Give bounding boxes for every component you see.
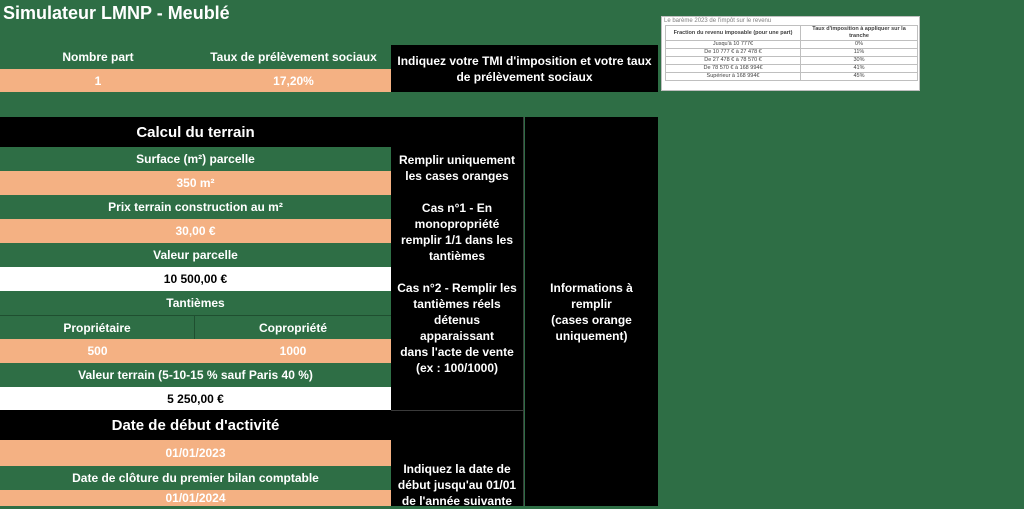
terrain-instructions <box>391 117 524 410</box>
taux-input[interactable]: 17,20% <box>196 69 391 92</box>
table-cell: Supérieur à 168 994€ <box>666 73 801 81</box>
note-line: Cas n°2 - Remplir les <box>397 280 517 295</box>
note-line: tantièmes <box>428 248 486 263</box>
table-cell: 30% <box>801 57 918 65</box>
note-line: les cases oranges <box>405 168 509 183</box>
copropriete-label: Copropriété <box>195 315 391 339</box>
note-line: début jusqu'au 01/01 <box>397 478 517 492</box>
bareme-caption: Le barème 2023 de l'impôt sur le revenu <box>664 18 772 24</box>
valeur-parcelle-value: 10 500,00 € <box>0 267 391 291</box>
valeur-parcelle-label: Valeur parcelle <box>0 243 391 267</box>
surface-input[interactable]: 350 m² <box>0 171 391 195</box>
terrain-heading: Calcul du terrain <box>0 117 391 147</box>
tantiemes-label: Tantièmes <box>0 291 391 315</box>
note-line: (cases orange <box>551 312 632 327</box>
table-row <box>666 49 918 57</box>
table-cell: Jusqu'à 10 777€ <box>666 41 801 49</box>
note-line: de l'année suivante <box>401 494 513 508</box>
table-header-row <box>666 26 918 41</box>
tmi-instruction-line: de prélèvement sociaux <box>456 69 593 84</box>
table-cell: De 27 478 € à 78 570 € <box>666 57 801 65</box>
valeur-terrain-label: Valeur terrain (5-10-15 % sauf Paris 40 %) <box>0 363 391 387</box>
note-line: uniquement) <box>555 328 628 343</box>
prix-terrain-label: Prix terrain construction au m² <box>0 195 391 219</box>
note-line: tantièmes réels <box>413 296 501 311</box>
activite-heading: Date de début d'activité <box>0 410 391 440</box>
table-row <box>666 73 918 81</box>
cloture-input[interactable]: 01/01/2024 <box>0 490 391 506</box>
tmi-instruction-line: Indiquez votre TMI d'imposition et votre taux <box>397 53 652 68</box>
table-cell: 11% <box>801 49 918 57</box>
note-line: dans l'acte de vente <box>400 344 514 359</box>
table-cell: De 78 570 € à 168 994€ <box>666 65 801 73</box>
table-cell: 0% <box>801 41 918 49</box>
bareme-grid <box>665 25 918 81</box>
note-line: détenus apparaissant <box>419 312 495 343</box>
tmi-instruction <box>391 45 658 92</box>
note-line: monopropriété <box>414 216 500 231</box>
proprietaire-input[interactable]: 500 <box>0 339 195 363</box>
table-cell: 41% <box>801 65 918 73</box>
surface-label: Surface (m²) parcelle <box>0 147 391 171</box>
table-row <box>666 57 918 65</box>
valeur-terrain-value: 5 250,00 € <box>0 387 391 410</box>
cloture-label: Date de clôture du premier bilan comptable <box>0 466 391 490</box>
note-line: (ex : 100/1000) <box>415 360 499 375</box>
note-line: Indiquez la date de <box>403 462 511 476</box>
date-instructions <box>391 410 524 506</box>
taux-label: Taux de prélèvement sociaux <box>196 45 391 69</box>
note-line: remplir 1/1 dans les <box>400 232 514 247</box>
date-debut-input[interactable]: 01/01/2023 <box>0 440 391 466</box>
note-line: Remplir uniquement <box>398 152 515 167</box>
proprietaire-label: Propriétaire <box>0 315 195 339</box>
note-line: Cas n°1 - En <box>421 200 493 215</box>
nombre-part-label: Nombre part <box>0 45 196 69</box>
nombre-part-input[interactable]: 1 <box>0 69 196 92</box>
note-line: Informations à remplir <box>550 280 633 311</box>
table-cell: 45% <box>801 73 918 81</box>
table-row <box>666 41 918 49</box>
table-row <box>666 65 918 73</box>
column-header: Fraction du revenu imposable (pour une part) <box>666 26 801 41</box>
prix-terrain-input[interactable]: 30,00 € <box>0 219 391 243</box>
bareme-table <box>661 16 920 91</box>
info-panel <box>525 117 658 506</box>
column-header: Taux d'imposition à appliquer sur la tranche <box>801 26 918 41</box>
table-cell: De 10 777 € à 27 478 € <box>666 49 801 57</box>
page-title: Simulateur LMNP - Meublé <box>3 3 230 23</box>
copropriete-input[interactable]: 1000 <box>195 339 391 363</box>
